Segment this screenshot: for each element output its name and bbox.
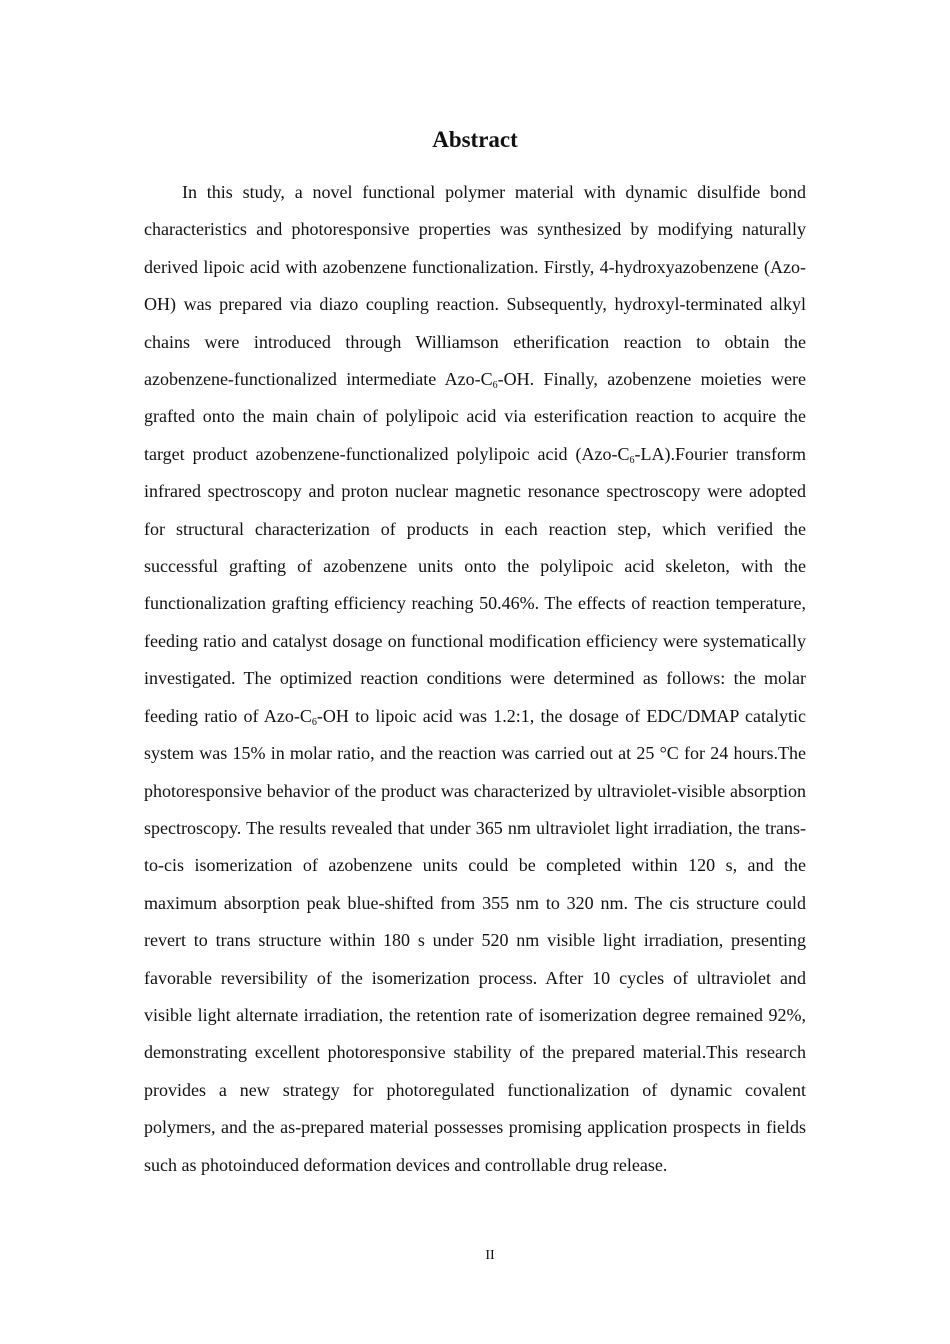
subscript-6: 6: [492, 380, 498, 392]
subscript-6: 6: [311, 716, 317, 728]
abstract-paragraph: [144, 174, 806, 1184]
abstract-text-part-4: -OH to lipoic acid was 1.2:1, the dosage of EDC/DMAP catalytic system was 15% in molar ratio, and the reaction was carried out at 25 °C for 24 hours.The photoresponsive behavior of the product was characterized by ultraviolet-visible absorption spectroscopy. The results revealed that under 365 nm ultraviolet light irradiation, the trans-to-cis isomerization of azobenzene units could be completed within 120 s, and the maximum absorption peak blue-shifted from 355 nm to 320 nm. The cis structure could revert to trans structure within 180 s under 520 nm visible light irradiation, presenting favorable reversibility of the isomerization process. After 10 cycles of ultraviolet and visible light alternate irradiation, the retention rate of isomerization degree remained 92%, demonstrating excellent photoresponsive stability of the prepared material.This research provides a new strategy for photoregulated functionalization of dynamic covalent polymers, and the as-prepared material possesses promising application prospects in fields such as photoinduced deformation devices and controllable drug release.: [144, 705, 806, 1175]
abstract-text-part-3: -LA).Fourier transform infrared spectroscopy and proton nuclear magnetic resonance spectroscopy were adopted for structural characterization of products in each reaction step, which verified the successful grafting of azobenzene units onto the polylipoic acid skeleton, with the functionalization grafting efficiency reaching 50.46%. The effects of reaction temperature, feeding ratio and catalyst dosage on functional modification efficiency were systematically investigated. The optimized reaction conditions were determined as follows: the molar feeding ratio of Azo-C: [144, 443, 806, 726]
abstract-title: Abstract: [432, 127, 518, 152]
abstract-text-part-1: In this study, a novel functional polymer material with dynamic disulfide bond characteristics and photoresponsive properties was synthesized by modifying naturally derived lipoic acid with azobenzene functionalization. Firstly, 4-hydroxyazobenzene (Azo-OH) was prepared via diazo coupling reaction. Subsequently, hydroxyl-terminated alkyl chains were introduced through Williamson etherification reaction to obtain the azobenzene-functionalized intermediate Azo-C: [144, 182, 806, 390]
subscript-6: 6: [629, 454, 635, 466]
abstract-text-part-2: -OH. Finally, azobenzene moieties were grafted onto the main chain of polylipoic acid via esterification reaction to acquire the target product azobenzene-functionalized polylipoic acid (Azo-C: [144, 369, 806, 464]
page-number: II: [485, 1248, 495, 1263]
